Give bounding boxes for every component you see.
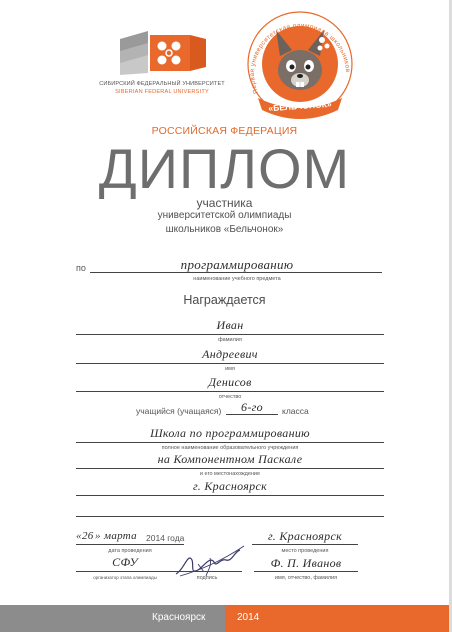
first-name-line xyxy=(76,363,384,364)
date-line xyxy=(76,544,184,545)
official-caption: имя, отчество, фамилия xyxy=(274,575,338,581)
date-day: 26 xyxy=(82,530,94,542)
surname-caption: фамилия xyxy=(218,337,242,343)
organizer-line xyxy=(76,571,174,572)
footer-right xyxy=(225,605,449,632)
subject-value: программированию xyxy=(180,257,294,272)
organizer-caption: организатор этапа олимпиады xyxy=(93,575,157,580)
grade-value: 6-го xyxy=(241,400,263,414)
first-name-caption: имя xyxy=(225,366,235,372)
sfu-logo-mark-icon xyxy=(118,29,210,77)
awarded-label: Награждается xyxy=(183,293,266,307)
signature-caption: подпись xyxy=(196,575,218,581)
official-line xyxy=(254,571,358,572)
country-name: РОССИЙСКАЯ ФЕДЕРАЦИЯ xyxy=(151,125,298,137)
surname-line xyxy=(76,334,384,335)
footer-year: 2014 xyxy=(237,612,260,623)
school-line1 xyxy=(76,442,384,443)
footer-city: Красноярск xyxy=(152,612,206,623)
school-caption2: и его местонахождение xyxy=(199,471,261,477)
sfu-name-en: SIBERIAN FEDERAL UNIVERSITY xyxy=(115,89,209,95)
school-line4 xyxy=(76,516,384,517)
school-line2-value: на Компонентном Паскале xyxy=(157,452,303,466)
patronymic-value: Денисов xyxy=(208,375,252,389)
official-value: Ф. П. Иванов xyxy=(270,556,342,570)
subtitle-pupils: школьников «Бельчонок» xyxy=(165,224,284,235)
footer-left xyxy=(0,605,225,632)
organizer-value: СФУ xyxy=(112,555,138,569)
first-name-value: Андреевич xyxy=(202,347,258,361)
svg-text:Первая университетская олимпиа: Первая университетская олимпиада школьников xyxy=(248,22,352,95)
subject-caption: наименование учебного предмета xyxy=(193,276,281,282)
date-year: 2014 года xyxy=(146,533,185,543)
school-line3-value: г. Красноярск xyxy=(192,479,268,493)
patronymic-line xyxy=(76,391,384,392)
date-caption: дата проведения xyxy=(108,548,152,554)
signature-line xyxy=(172,571,242,572)
patronymic-caption: отчество xyxy=(218,394,242,400)
school-line3 xyxy=(76,495,384,496)
surname-value: Иван xyxy=(216,318,244,332)
school-line2 xyxy=(76,468,384,469)
place-caption: место проведения xyxy=(281,548,329,554)
grade-prefix: учащийся (учащаяся) xyxy=(136,406,222,416)
school-caption1: полное наименование образовательного учреждения xyxy=(161,445,299,451)
footer-bar xyxy=(0,605,449,632)
place-value: г. Красноярск xyxy=(267,529,343,543)
date-month: марта xyxy=(104,530,137,542)
grade-line xyxy=(226,414,278,415)
sfu-name-ru: СИБИРСКИЙ ФЕДЕРАЛЬНЫЙ УНИВЕРСИТЕТ xyxy=(99,81,225,87)
diploma-title: ДИПЛОМ xyxy=(98,137,351,200)
seal-banner-text: «БЕЛЬЧОНОК» xyxy=(268,98,332,114)
subtitle-participant: участника xyxy=(196,196,253,210)
subject-line xyxy=(90,272,382,273)
subtitle-olympiad: университетской олимпиады xyxy=(157,210,292,221)
grade-suffix: класса xyxy=(282,406,309,416)
subject-prefix: по xyxy=(76,263,86,273)
school-line1-value: Школа по программированию xyxy=(150,426,310,440)
date-day-close: » xyxy=(95,530,101,542)
date-day-open: « xyxy=(76,530,82,542)
place-line xyxy=(252,544,358,545)
